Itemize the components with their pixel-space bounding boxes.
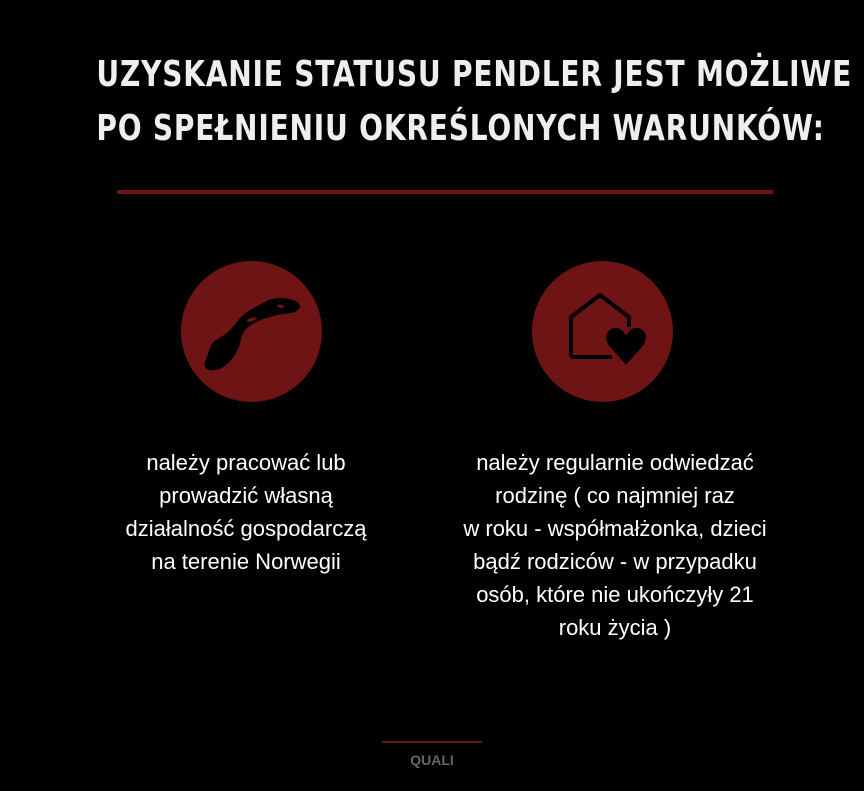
condition-line: roku życia ) xyxy=(558,615,672,640)
footer-divider xyxy=(382,741,482,743)
page-title xyxy=(96,48,853,156)
condition-family-text xyxy=(447,446,783,644)
condition-line: działalność gospodarczą xyxy=(125,516,367,541)
title-line-1: UZYSKANIE STATUSU PENDLER JEST MOŻLIWE xyxy=(96,54,853,95)
condition-line: należy pracować lub xyxy=(146,450,346,475)
norway-map-icon xyxy=(181,261,322,402)
condition-work-text xyxy=(96,446,396,578)
brand-logo-text: QUALI xyxy=(410,752,454,768)
condition-line: rodzinę ( co najmniej raz xyxy=(495,483,735,508)
title-line-2: PO SPEŁNIENIU OKREŚLONYCH WARUNKÓW: xyxy=(96,108,825,149)
condition-line: na terenie Norwegii xyxy=(151,549,341,574)
norway-icon-badge xyxy=(181,261,322,402)
condition-line: prowadzić własną xyxy=(159,483,333,508)
condition-line: w roku - współmałżonka, dzieci xyxy=(463,516,767,541)
condition-line: należy regularnie odwiedzać xyxy=(476,450,754,475)
condition-line: bądź rodziców - w przypadku xyxy=(473,549,757,574)
family-home-icon-badge xyxy=(532,261,673,402)
condition-line: osób, które nie ukończyły 21 xyxy=(476,582,754,607)
home-heart-icon xyxy=(532,261,673,402)
title-divider xyxy=(117,190,773,194)
